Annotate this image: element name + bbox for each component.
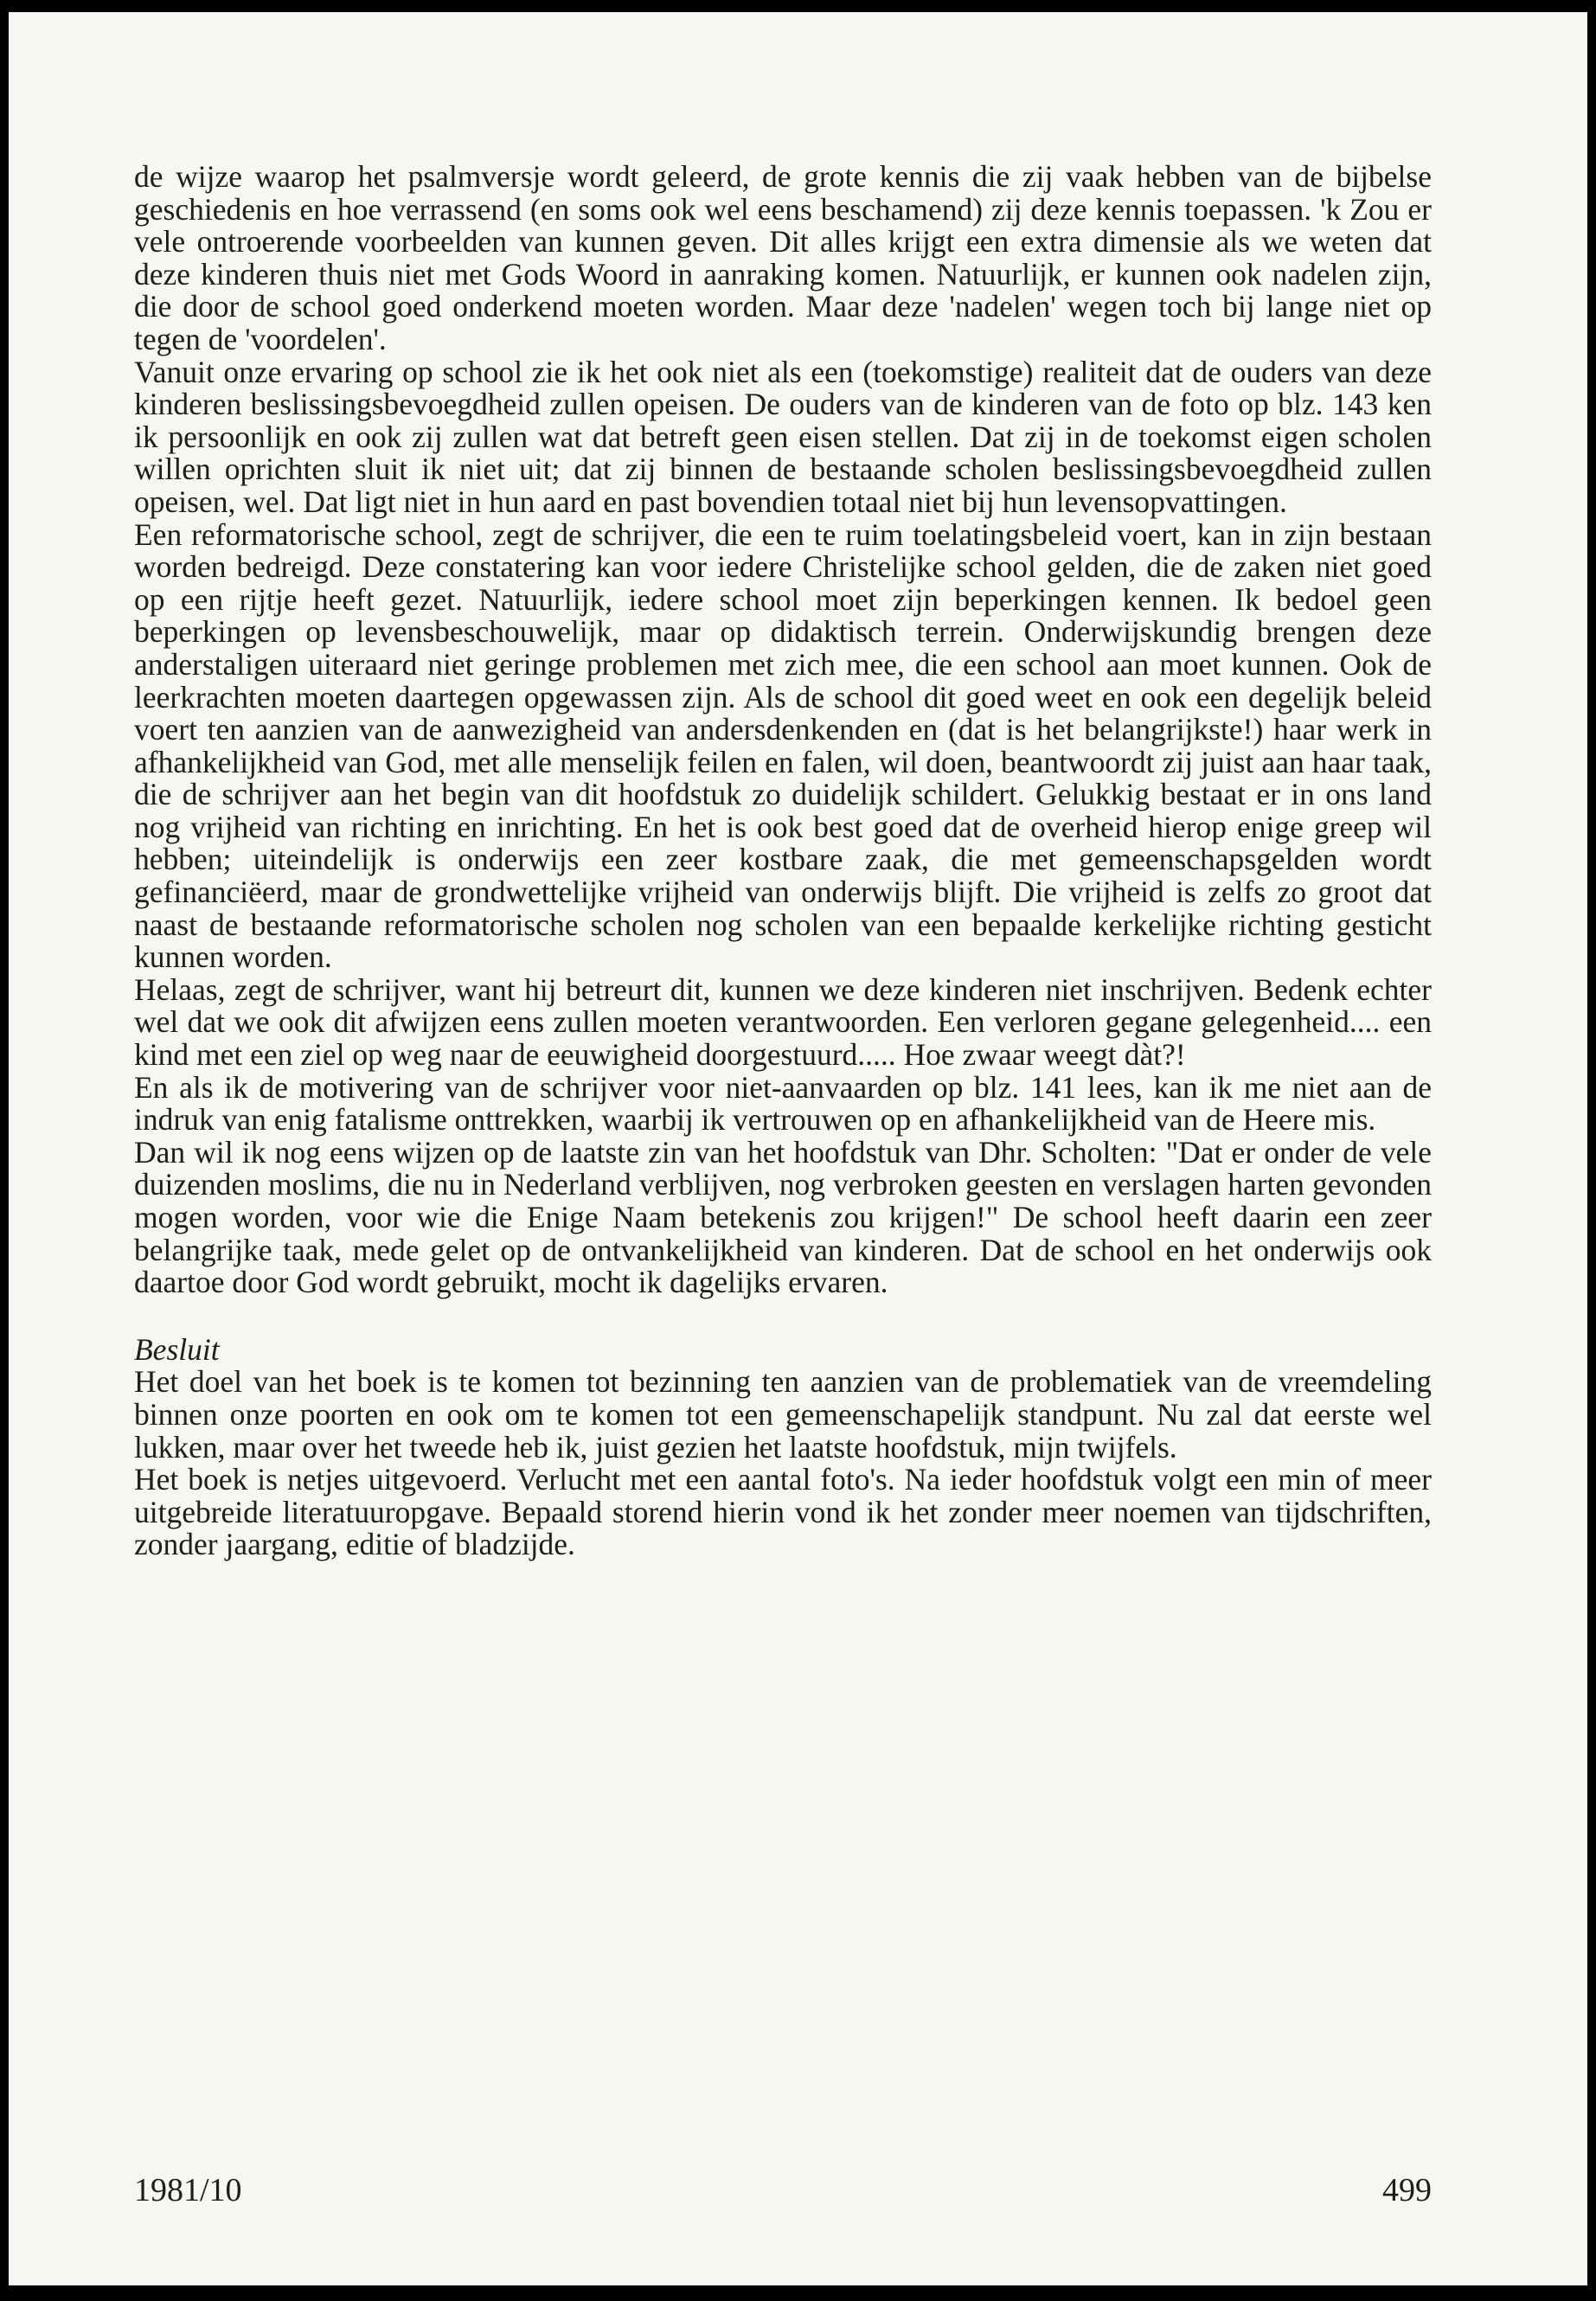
paragraph: Het boek is netjes uitgevoerd. Verlucht met een aantal foto's. Na ieder hoofdstuk volgt een min of meer uitgebreide literatuuropgave. Bepaald storend hierin vond ik het zonder meer noemen van tijdschriften, zonder jaargang, editie of bladzijde. <box>134 1462 1432 1562</box>
article-text <box>134 161 1432 1561</box>
scan-border <box>1587 0 1596 2301</box>
paragraph: de wijze waarop het psalmversje wordt geleerd, de grote kennis die zij vaak hebben van de bijbelse geschiedenis en hoe verrassend (en soms ook wel eens beschamend) zij deze kennis toepassen. 'k Zou er vele ontroerende voorbeelden van kunnen geven. Dit alles krijgt een extra dimensie als we weten dat deze kinderen thuis niet met Gods Woord in aanraking komen. Natuurlijk, er kunnen ook nadelen zijn, die door de school goed onderkend moeten worden. Maar deze 'nadelen' wegen toch bij lange niet op tegen de 'voordelen'. <box>134 159 1432 356</box>
page-footer <box>134 2171 1432 2209</box>
paragraph: Dan wil ik nog eens wijzen op de laatste zin van het hoofdstuk van Dhr. Scholten: "Dat er onder de vele duizenden moslims, die nu in Nederland verblijven, nog verbroken geesten en verslagen harten gevonden mogen worden, voor wie die Enige Naam betekenis zou krijgen!" De school heeft daarin een zeer belangrijke taak, mede gelet op de ontvankelijkheid van kinderen. Dat de school en het onderwijs ook daartoe door God wordt gebruikt, mocht ik dagelijks ervaren. <box>134 1134 1432 1300</box>
document-page <box>9 12 1596 2285</box>
section-heading: Besluit <box>134 1331 220 1367</box>
paragraph: Een reformatorische school, zegt de schrijver, die een te ruim toelatingsbeleid voert, kan in zijn bestaan worden bedreigd. Deze constatering kan voor iedere Christelijke school gelden, die de zaken niet goed op een rijtje heeft gezet. Natuurlijk, iedere school moet zijn beperkingen kennen. Ik bedoel geen beperkingen op levensbeschouwelijk, maar op didaktisch terrein. Onderwijskundig brengen deze anderstaligen uiteraard niet geringe problemen met zich mee, die een school aan moet kunnen. Ook de leerkrachten moeten daartegen opgewassen zijn. Als de school dit goed weet en ook een degelijk beleid voert ten aanzien van de aanwezigheid van andersdenkenden en (dat is het belangrijkste!) haar werk in afhankelijkheid van God, met alle menselijk feilen en falen, wil doen, beantwoordt zij juist aan haar taak, die de schrijver aan het begin van dit hoofdstuk zo duidelijk schildert. Gelukkig bestaat er in ons land nog vrijheid van richting en inrichting. En het is ook best goed dat de overheid hierop enige greep wil hebben; uiteindelijk is onderwijs een zeer kostbare zaak, die met gemeenschapsgelden wordt gefinanciëerd, maar de grondwettelijke vrijheid van onderwijs blijft. Die vrijheid is zelfs zo groot dat naast de bestaande reformatorische scholen nog scholen van een bepaalde kerkelijke richting gesticht kunnen worden. <box>134 516 1432 975</box>
issue-number: 1981/10 <box>134 2172 242 2208</box>
paragraph: En als ik de motivering van de schrijver voor niet-aanvaarden op blz. 141 lees, kan ik me niet aan de indruk van enig fatalisme onttrekken, waarbij ik vertrouwen op en afhankelijkheid van de Heere mis. <box>134 1069 1432 1138</box>
page-number: 499 <box>1382 2172 1432 2208</box>
paragraph: Helaas, zegt de schrijver, want hij betreurt dit, kunnen we deze kinderen niet inschrijven. Bedenk echter wel dat we ook dit afwijzen eens zullen moeten verantwoorden. Een verloren gegane gelegenheid.... een kind met een ziel op weg naar de eeuwigheid doorgestuurd..... Hoe zwaar weegt dàt?! <box>134 971 1432 1073</box>
paragraph: Vanuit onze ervaring op school zie ik het ook niet als een (toekomstige) realiteit dat de ouders van deze kinderen beslissingsbevoegdheid zullen opeisen. De ouders van de kinderen van de foto op blz. 143 ken ik persoonlijk en ook zij zullen wat dat betreft geen eisen stellen. Dat zij in de toekomst eigen scholen willen oprichten sluit ik niet uit; dat zij binnen de bestaande scholen beslissingsbevoegdheid zullen opeisen, wel. Dat ligt niet in hun aard en past bovendien totaal niet bij hun levensopvattingen. <box>134 354 1432 519</box>
paragraph: Het doel van het boek is te komen tot bezinning ten aanzien van de problematiek van de vreemdeling binnen onze poorten en ook om te komen tot een gemeenschapelijk standpunt. Nu zal dat eerste wel lukken, maar over het tweede heb ik, juist gezien het laatste hoofdstuk, mijn twijfels. <box>134 1364 1432 1465</box>
